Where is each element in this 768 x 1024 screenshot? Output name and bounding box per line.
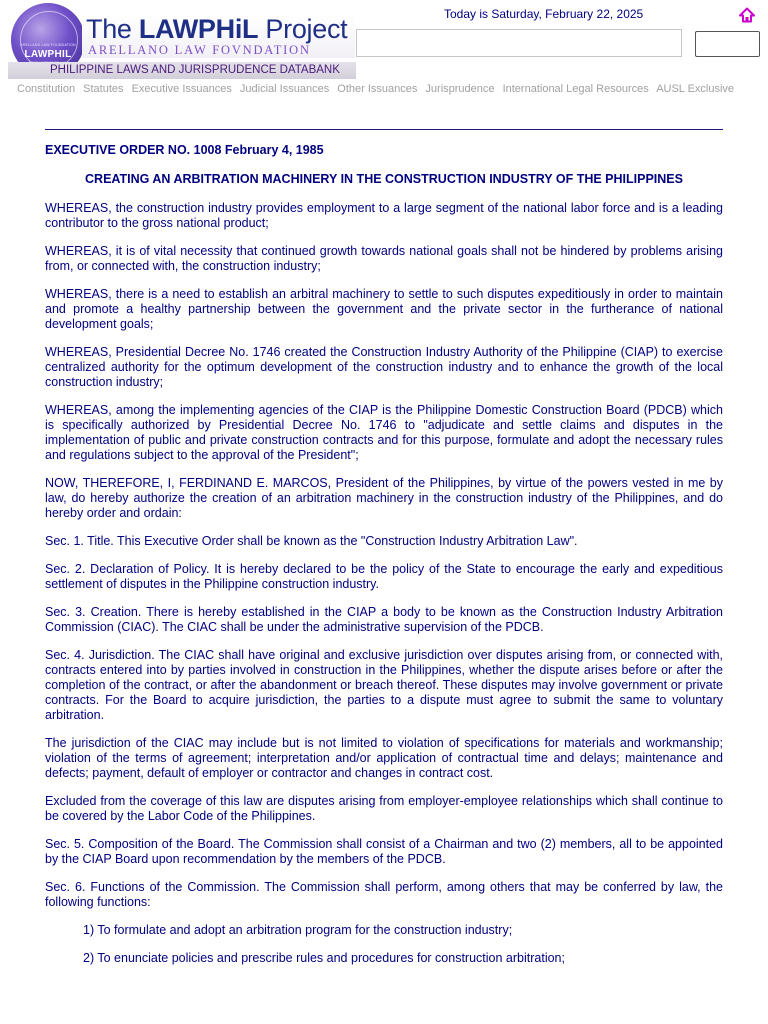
content-divider	[45, 129, 723, 130]
home-icon[interactable]	[739, 7, 755, 23]
search-input[interactable]	[356, 29, 682, 57]
paragraph-whereas-5: WHEREAS, among the implementing agencies of the CIAP is the Philippine Domestic Construction Board (PDCB) which is specifically authorized by Presidential Decree No. 1746 to "adjudicate and settle claims and disputes in the implementation of public and private construction contracts and for this purpose, formulate and adopt the necessary rules and regulations subject to the approval of the President";	[45, 403, 723, 462]
paragraph-sec-1: Sec. 1. Title. This Executive Order shall be known as the "Construction Industry Arbitration Law".	[45, 534, 578, 548]
title-main: LAWPHiL	[138, 14, 259, 44]
paragraph-sec-3: Sec. 3. Creation. There is hereby established in the CIAP a body to be known as the Construction Industry Arbitration Commission (CIAC). The CIAC shall be under the administrative supervision of the PDCB.	[45, 605, 723, 634]
paragraph-sec-5: Sec. 5. Composition of the Board. The Commission shall consist of a Chairman and two (2) members, all to be appointed by the CIAP Board upon recommendation by the members of the PDCB.	[45, 837, 723, 866]
nav-international-legal-resources[interactable]: International Legal Resources	[502, 83, 649, 95]
main-nav	[17, 83, 739, 95]
nav-statutes[interactable]: Statutes	[83, 83, 124, 95]
nav-other-issuances[interactable]: Other Issuances	[337, 83, 418, 95]
nav-constitution[interactable]: Constitution	[17, 83, 76, 95]
paragraph-whereas-3: WHEREAS, there is a need to establish an arbitral machinery to settle to such disputes expeditiously in order to maintain and promote a healthy partnership between the government and the private sector in the furtherance of national development goals;	[45, 287, 723, 331]
document-subtitle: CREATING AN ARBITRATION MACHINERY IN THE CONSTRUCTION INDUSTRY OF THE PHILIPPINES	[85, 172, 683, 186]
site-title[interactable]	[86, 14, 347, 45]
nav-jurisprudence[interactable]: Jurisprudence	[425, 83, 495, 95]
site-subtitle: ARELLANO LAW FOVNDATION	[88, 43, 311, 57]
paragraph-sec-2: Sec. 2. Declaration of Policy. It is hereby declared to be the policy of the State to encourage the early and expeditious settlement of disputes in the Philippine construction industry.	[45, 562, 723, 591]
paragraph-jurisdiction-scope: The jurisdiction of the CIAC may include but is not limited to violation of specifications for materials and workmanship; violation of the terms of agreement; interpretation and/or application of contractual time and delays; maintenance and defects; payment, default of employer or contractor and changes in contract cost.	[45, 736, 723, 780]
list-item: 2) To enunciate policies and prescribe rules and procedures for construction arbitration;	[83, 951, 565, 965]
nav-executive-issuances[interactable]: Executive Issuances	[131, 83, 232, 95]
title-prefix: The	[86, 14, 139, 44]
title-suffix: Project	[258, 14, 348, 44]
site-header	[0, 0, 768, 82]
paragraph-whereas-4: WHEREAS, Presidential Decree No. 1746 created the Construction Industry Authority of the Philippine (CIAP) to exercise centralized authority for the optimum development of the construction industry and to enhance the growth of the local construction industry;	[45, 345, 723, 389]
databank-label: PHILIPPINE LAWS AND JURISPRUDENCE DATABANK	[50, 64, 340, 76]
document-body	[45, 143, 723, 979]
search-button[interactable]	[695, 31, 760, 57]
today-date: Today is Saturday, February 22, 2025	[444, 7, 644, 21]
logo-top-text: ARELLANO LAW FOUNDATION	[20, 43, 76, 47]
paragraph-sec-4: Sec. 4. Jurisdiction. The CIAC shall have original and exclusive jurisdiction over disputes arising from, or connected with, contracts entered into by parties involved in construction in the Philippines, whether the dispute arises before or after the completion of the contract, or after the abandonment or breach thereof. These disputes may involve government or private contracts. For the Board to acquire jurisdiction, the parties to a dispute must agree to submit the same to voluntary arbitration.	[45, 648, 723, 722]
paragraph-whereas-1: WHEREAS, the construction industry provides employment to a large segment of the national labor force and is a leading contributor to the gross national product;	[45, 201, 723, 230]
paragraph-sec-6: Sec. 6. Functions of the Commission. The Commission shall perform, among others that may be conferred by law, the following functions:	[45, 880, 723, 909]
logo-text: LAWPHIL	[24, 49, 72, 60]
list-item: 1) To formulate and adopt an arbitration program for the construction industry;	[83, 923, 513, 937]
paragraph-now-therefore: NOW, THEREFORE, I, FERDINAND E. MARCOS, President of the Philippines, by virtue of the powers vested in me by law, do hereby authorize the creation of an arbitration machinery in the construction industry of the Philippines, and do hereby order and ordain:	[45, 476, 723, 520]
paragraph-whereas-2: WHEREAS, it is of vital necessity that continued growth towards national goals shall not be hindered by problems arising from, or connected with, the construction industry;	[45, 244, 723, 273]
nav-judicial-issuances[interactable]: Judicial Issuances	[239, 83, 330, 95]
paragraph-exclusions: Excluded from the coverage of this law are disputes arising from employer-employee relationships which shall continue to be covered by the Labor Code of the Philippines.	[45, 794, 723, 823]
nav-ausl-exclusive[interactable]: AUSL Exclusive	[656, 83, 735, 95]
document-title: EXECUTIVE ORDER NO. 1008 February 4, 1985	[45, 143, 324, 157]
